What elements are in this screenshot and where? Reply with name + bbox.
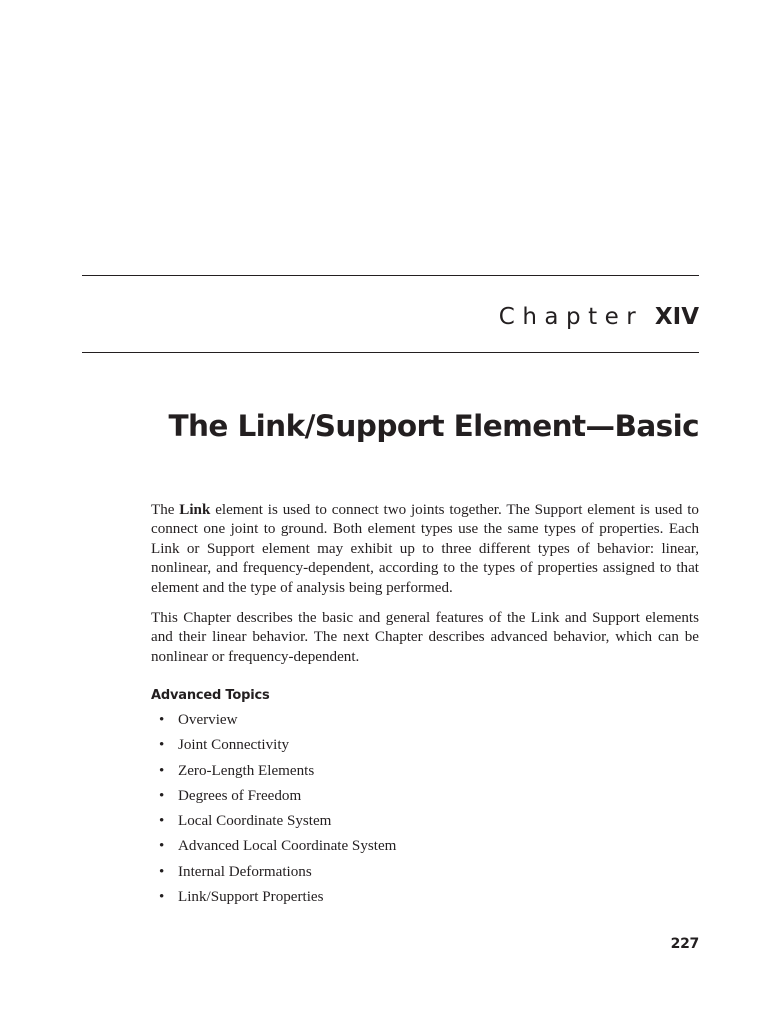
list-item xyxy=(151,760,396,785)
list-item xyxy=(151,886,396,911)
advanced-topics-list xyxy=(151,709,396,911)
topic-text: Degrees of Freedom xyxy=(178,787,302,804)
intro-p1-start: The xyxy=(151,502,180,518)
top-rule xyxy=(82,275,699,276)
bullet-icon: • xyxy=(159,889,165,906)
bullet-icon: • xyxy=(159,863,165,880)
list-item xyxy=(151,734,396,759)
bullet-icon: • xyxy=(159,737,165,754)
topic-text: Overview xyxy=(178,712,238,728)
link-term: Link xyxy=(179,502,211,518)
list-item xyxy=(151,835,396,860)
list-item xyxy=(151,861,396,886)
bullet-icon: • xyxy=(159,712,165,728)
intro-p1-rest: element is used to connect two joints together. The Support element is used to connect one joint to ground. Both element types use the same types of properties. Each Link or Support element may exhibit up to three different types of behavior: linear, nonlinear, and frequency-dependent, according to the types of properties assigned to that element and the type of analysis being performed. xyxy=(151,502,699,596)
chapter-number: XIV xyxy=(654,304,699,330)
advanced-topics-heading: Advanced Topics xyxy=(151,688,270,703)
topic-text: Advanced Local Coordinate System xyxy=(178,838,397,855)
topic-text: Internal Deformations xyxy=(178,863,312,880)
chapter-title: The Link/Support Element—Basic xyxy=(168,409,699,443)
bullet-icon: • xyxy=(159,762,165,779)
topic-text: Joint Connectivity xyxy=(178,737,290,754)
bullet-icon: • xyxy=(159,787,165,804)
bullet-icon: • xyxy=(159,813,165,830)
topic-text: Link/Support Properties xyxy=(178,889,324,906)
list-item xyxy=(151,709,396,734)
page-number: 227 xyxy=(670,936,699,952)
list-item xyxy=(151,785,396,810)
chapter-label: Chapter xyxy=(498,304,644,330)
intro-paragraph-2: This Chapter describes the basic and general features of the Link and Support elements and their linear behavior. The next Chapter describes advanced behavior, which can be nonlinear or frequency-dependent. xyxy=(151,610,699,665)
bottom-rule xyxy=(82,352,699,353)
intro-paragraph-1 xyxy=(151,501,699,598)
topic-text: Local Coordinate System xyxy=(178,813,332,830)
bullet-icon: • xyxy=(159,838,165,855)
chapter-heading xyxy=(499,296,699,337)
list-item xyxy=(151,810,396,835)
topic-text: Zero-Length Elements xyxy=(178,762,315,779)
